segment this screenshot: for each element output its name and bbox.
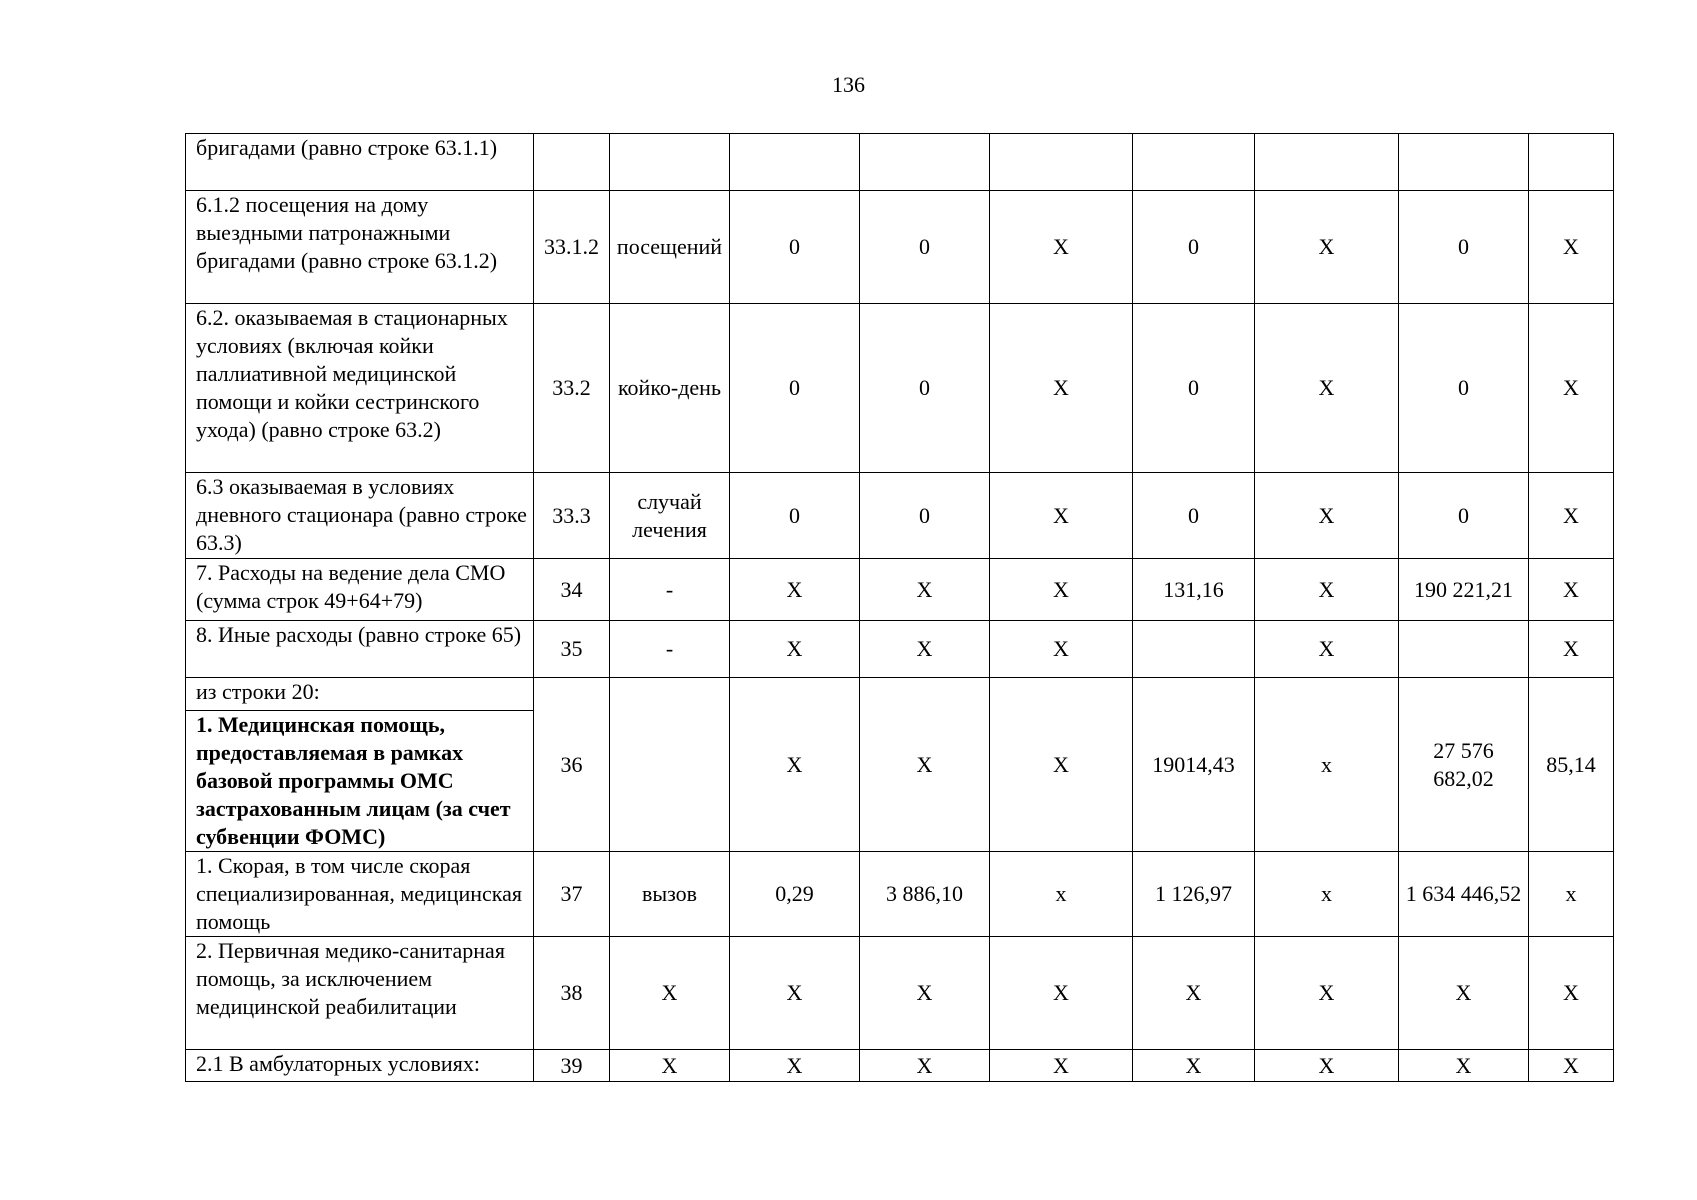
table-cell: X — [1529, 191, 1614, 304]
row-unit — [610, 134, 730, 191]
row-unit: случай лечения — [610, 473, 730, 559]
table-cell: 19014,43 — [1133, 678, 1255, 852]
table-cell: 131,16 — [1133, 559, 1255, 621]
table-cell: X — [990, 304, 1133, 473]
table-cell: X — [1529, 559, 1614, 621]
table-cell: 0 — [860, 473, 990, 559]
row-code: 33.2 — [534, 304, 610, 473]
row-unit: - — [610, 621, 730, 678]
table-cell: 0 — [1399, 473, 1529, 559]
table-cell: 0 — [1399, 191, 1529, 304]
table-cell: X — [860, 1050, 990, 1082]
table-cell — [1133, 134, 1255, 191]
row-code: 33.3 — [534, 473, 610, 559]
table-cell: X — [860, 678, 990, 852]
table-cell — [730, 134, 860, 191]
table-cell: X — [1133, 937, 1255, 1050]
table-cell: X — [1529, 1050, 1614, 1082]
table-row — [186, 191, 1614, 304]
table-cell: 0 — [1399, 304, 1529, 473]
row-code — [534, 134, 610, 191]
table-cell: X — [1255, 473, 1399, 559]
row-unit: X — [610, 937, 730, 1050]
row-label: 1. Медицинская помощь, предоставляемая в рамках базовой программы ОМС застрахованным лицам (за счет субвенции ФОМС) — [186, 711, 534, 852]
table-cell: 0 — [730, 191, 860, 304]
row-code: 33.1.2 — [534, 191, 610, 304]
table-cell — [860, 134, 990, 191]
table-cell: X — [1255, 937, 1399, 1050]
row-label: 2. Первичная медико-санитарная помощь, за исключением медицинской реабилитации — [186, 937, 534, 1050]
row-unit — [610, 678, 730, 852]
table-cell: X — [1255, 559, 1399, 621]
table-cell — [1529, 134, 1614, 191]
table-cell: X — [730, 1050, 860, 1082]
row-code: 38 — [534, 937, 610, 1050]
table-cell: X — [860, 621, 990, 678]
row-code: 34 — [534, 559, 610, 621]
table-cell: 190 221,21 — [1399, 559, 1529, 621]
table-cell: X — [990, 1050, 1133, 1082]
table-row — [186, 1050, 1614, 1082]
table-cell: 0 — [860, 304, 990, 473]
table-cell: X — [860, 937, 990, 1050]
row-label: 6.1.2 посещения на дому выездными патронажными бригадами (равно строке 63.1.2) — [186, 191, 534, 304]
row-label: 1. Скорая, в том числе скорая специализированная, медицинская помощь — [186, 852, 534, 937]
table-cell — [1133, 621, 1255, 678]
row-label: 8. Иные расходы (равно строке 65) — [186, 621, 534, 678]
row-unit: X — [610, 1050, 730, 1082]
table-cell: X — [1255, 621, 1399, 678]
table-cell: 0 — [1133, 191, 1255, 304]
table-row — [186, 559, 1614, 621]
table-cell: 27 576 682,02 — [1399, 678, 1529, 852]
row-label: 2.1 В амбулаторных условиях: — [186, 1050, 534, 1082]
table-cell: 0 — [1133, 473, 1255, 559]
table-cell: 0 — [730, 304, 860, 473]
table-cell: x — [1529, 852, 1614, 937]
table-cell: X — [1255, 304, 1399, 473]
table-cell: X — [990, 191, 1133, 304]
table-cell: X — [990, 473, 1133, 559]
row-unit: - — [610, 559, 730, 621]
table-cell: 1 634 446,52 — [1399, 852, 1529, 937]
row-code: 36 — [534, 678, 610, 852]
table-row — [186, 134, 1614, 191]
row-unit: койко-день — [610, 304, 730, 473]
table-cell: X — [730, 678, 860, 852]
table-row — [186, 473, 1614, 559]
table-row — [186, 621, 1614, 678]
table-cell: x — [1255, 678, 1399, 852]
table-row — [186, 678, 1614, 711]
table-cell: X — [990, 678, 1133, 852]
table-cell: X — [1133, 1050, 1255, 1082]
row-label: 7. Расходы на ведение дела СМО (сумма строк 49+64+79) — [186, 559, 534, 621]
table-cell: X — [1529, 621, 1614, 678]
table-cell: 0,29 — [730, 852, 860, 937]
table-cell: 1 126,97 — [1133, 852, 1255, 937]
table-cell: 85,14 — [1529, 678, 1614, 852]
table-cell — [1255, 134, 1399, 191]
table-cell: X — [990, 559, 1133, 621]
data-table — [185, 133, 1614, 1082]
table-cell: 0 — [730, 473, 860, 559]
table-cell: X — [730, 559, 860, 621]
table-cell: 3 886,10 — [860, 852, 990, 937]
row-unit: посещений — [610, 191, 730, 304]
table-cell: X — [990, 621, 1133, 678]
table-cell: X — [1529, 304, 1614, 473]
table-cell — [990, 134, 1133, 191]
table-cell — [1399, 621, 1529, 678]
table-cell: X — [990, 937, 1133, 1050]
table-cell: X — [860, 559, 990, 621]
table-cell: X — [1399, 937, 1529, 1050]
row-label: бригадами (равно строке 63.1.1) — [186, 134, 534, 191]
table-cell: X — [1529, 937, 1614, 1050]
page-number: 136 — [832, 72, 865, 97]
table-cell: x — [990, 852, 1133, 937]
row-unit: вызов — [610, 852, 730, 937]
row-code: 37 — [534, 852, 610, 937]
table-cell: X — [1255, 191, 1399, 304]
row-code: 39 — [534, 1050, 610, 1082]
row-label: 6.3 оказываемая в условиях дневного стационара (равно строке 63.3) — [186, 473, 534, 559]
table-row — [186, 937, 1614, 1050]
table-cell — [1399, 134, 1529, 191]
table-cell: X — [1255, 1050, 1399, 1082]
table-cell: 0 — [1133, 304, 1255, 473]
row-code: 35 — [534, 621, 610, 678]
table-row — [186, 852, 1614, 937]
section-label: из строки 20: — [186, 678, 534, 711]
table-cell: X — [730, 621, 860, 678]
table-cell: X — [1399, 1050, 1529, 1082]
table-cell: X — [1529, 473, 1614, 559]
table-cell: x — [1255, 852, 1399, 937]
row-label: 6.2. оказываемая в стационарных условиях (включая койки паллиативной медицинской помощи и койки сестринского ухода) (равно строке 63.2) — [186, 304, 534, 473]
table-cell: 0 — [860, 191, 990, 304]
table-row — [186, 304, 1614, 473]
table-cell: X — [730, 937, 860, 1050]
